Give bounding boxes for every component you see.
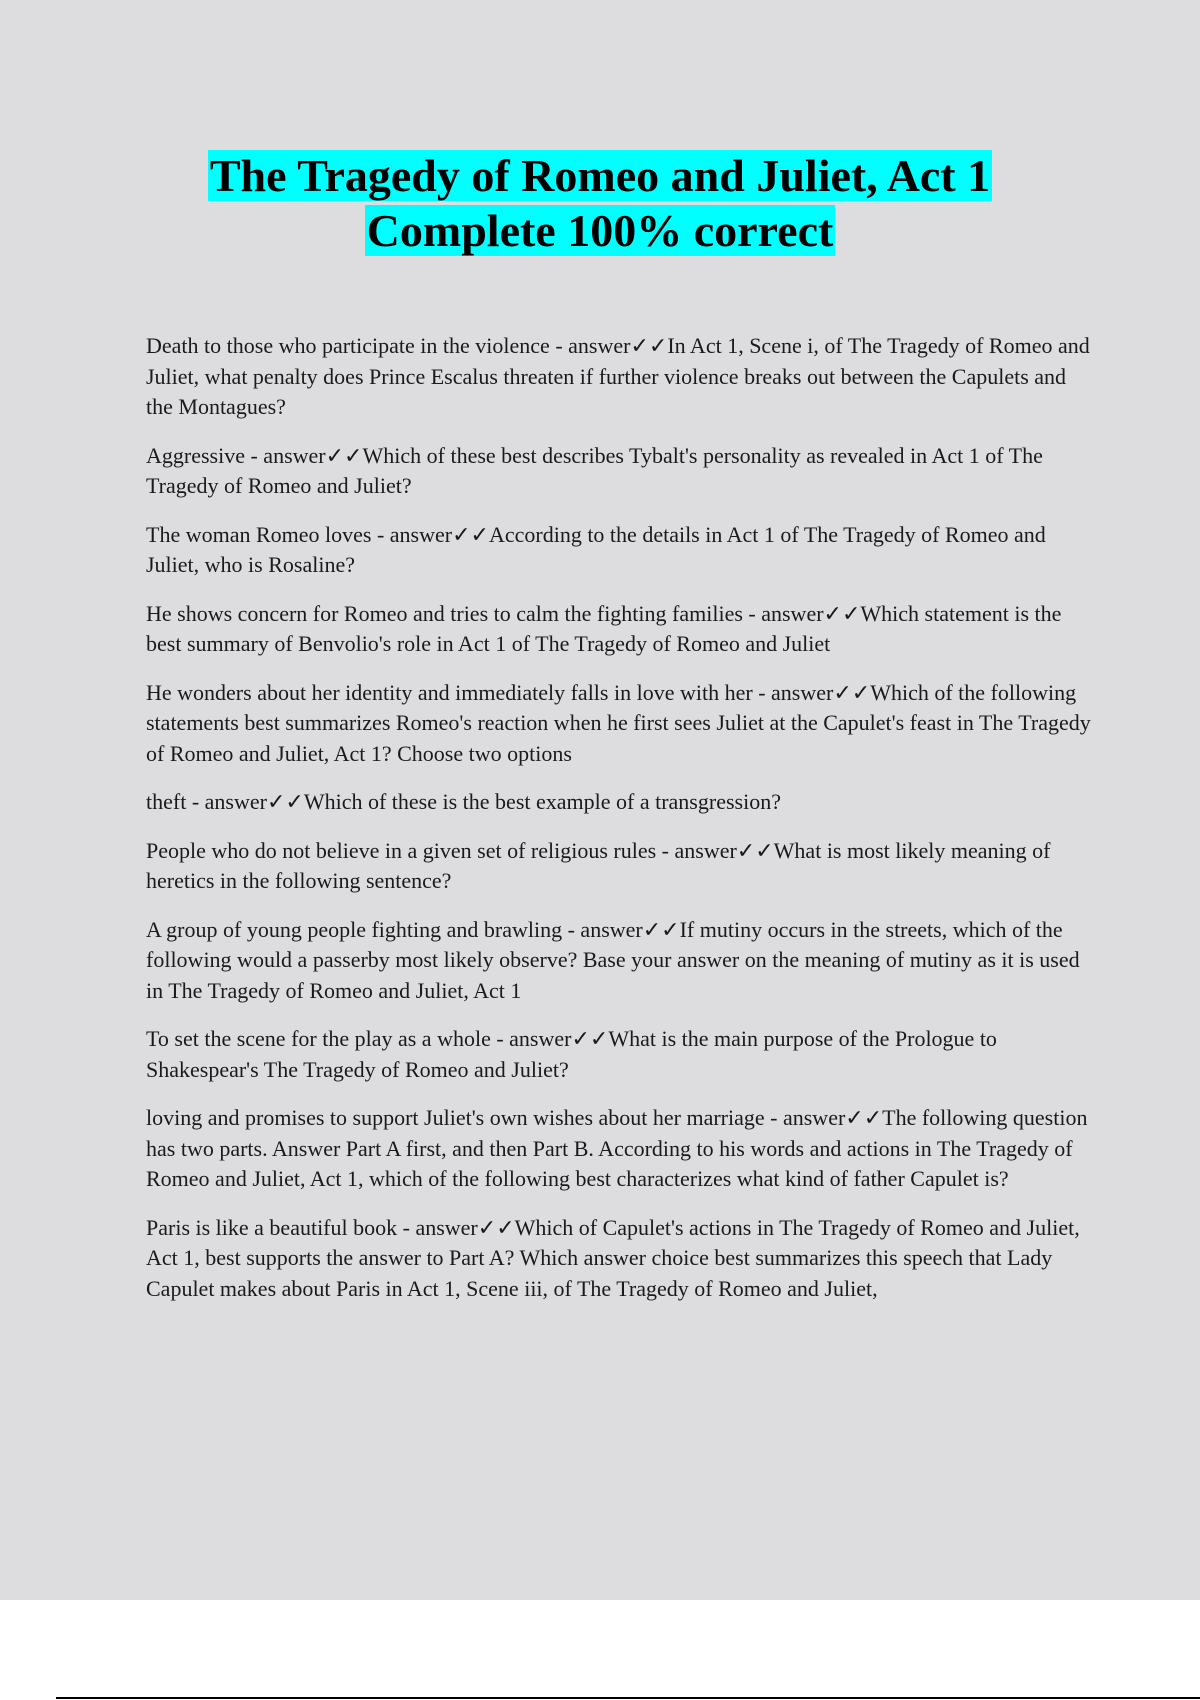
qa-question: What is most likely meaning of heretics in the following sentence? xyxy=(146,837,1051,893)
qa-answer: To set the scene for the play as a whole xyxy=(146,1026,491,1051)
qa-answer: A group of young people fighting and brawling xyxy=(146,916,563,942)
qa-answer: He wonders about her identity and immediately falls in love with her xyxy=(146,679,753,705)
qa-item xyxy=(146,836,1091,897)
qa-question: Which of the following statements best summarizes Romeo's reaction when he first sees Juliet at the Capulet's feast in The Tragedy of Romeo and Juliet, Act 1? Choose two options xyxy=(146,679,1091,766)
qa-question: Which of these best describes Tybalt's personality as revealed in Act 1 of The Tragedy of Romeo and Juliet? xyxy=(146,442,1043,498)
qa-item xyxy=(146,331,1091,423)
answer-separator: - answer✓✓ xyxy=(244,442,363,468)
qa-item xyxy=(146,520,1091,581)
answer-separator: - answer✓✓ xyxy=(186,789,304,814)
answer-separator: - answer✓✓ xyxy=(752,679,871,705)
qa-answer: Aggressive xyxy=(146,442,245,468)
qa-question: If mutiny occurs in the streets, which of the following would a passerby most likely observe? Base your answer on the meaning of mutiny as it is used in The Tragedy of Romeo and Juliet, Act 1 xyxy=(146,916,1080,1003)
qa-question: Which of these is the best example of a transgression? xyxy=(303,789,781,814)
qa-item xyxy=(146,441,1091,502)
qa-question: What is the main purpose of the Prologue to Shakespear's The Tragedy of Romeo and Juliet? xyxy=(146,1026,997,1082)
qa-question: In Act 1, Scene i, of The Tragedy of Romeo and Juliet, what penalty does Prince Escalus threaten if further violence breaks out between the Capulets and the Montagues? xyxy=(146,333,1090,419)
qa-item xyxy=(146,678,1091,770)
qa-answer: theft xyxy=(146,789,187,814)
qa-item xyxy=(146,599,1091,660)
qa-item xyxy=(146,1213,1091,1305)
qa-question: The following question has two parts. Answer Part A first, and then Part B. According to his words and actions in The Tragedy of Romeo and Juliet, Act 1, which of the following best characterizes what kind of father Capulet is? xyxy=(146,1105,1088,1191)
qa-answer: He shows concern for Romeo and tries to calm the fighting families xyxy=(146,600,743,626)
qa-question: Which of Capulet's actions in The Tragedy of Romeo and Juliet, Act 1, best supports the answer to Part A? Which answer choice best summarizes this speech that Lady Capulet makes about Paris in Act 1, Scene iii, of The Tragedy of Romeo and Juliet, xyxy=(146,1214,1080,1301)
qa-answer: People who do not believe in a given set of religious rules xyxy=(146,837,657,863)
qa-answer: Paris is like a beautiful book xyxy=(146,1214,398,1240)
qa-answer: The woman Romeo loves xyxy=(146,521,372,547)
answer-separator: - answer✓✓ xyxy=(562,916,680,942)
qa-item xyxy=(146,1024,1091,1085)
qa-item xyxy=(146,915,1091,1007)
answer-separator: - answer✓✓ xyxy=(397,1214,515,1240)
qa-answer: loving and promises to support Juliet's own wishes about her marriage xyxy=(146,1105,765,1130)
qa-question: Which statement is the best summary of Benvolio's role in Act 1 of The Tragedy of Romeo and Juliet xyxy=(146,600,1062,656)
qa-answer: Death to those who participate in the violence xyxy=(146,333,550,358)
page-divider xyxy=(56,1697,1200,1699)
answer-separator: - answer✓✓ xyxy=(742,600,861,626)
qa-question: According to the details in Act 1 of The Tragedy of Romeo and Juliet, who is Rosaline? xyxy=(146,521,1046,577)
title-line-2: Complete 100% correct xyxy=(366,205,834,256)
qa-item xyxy=(146,1103,1091,1195)
answer-separator: - answer✓✓ xyxy=(371,521,489,547)
document-title xyxy=(0,148,1200,258)
qa-list xyxy=(146,331,1091,1322)
answer-separator: - answer✓✓ xyxy=(764,1105,883,1130)
answer-separator: - answer✓✓ xyxy=(656,837,774,863)
answer-separator: - answer✓✓ xyxy=(490,1026,609,1051)
qa-item xyxy=(146,787,1091,818)
title-line-1: The Tragedy of Romeo and Juliet, Act 1 xyxy=(209,150,991,201)
answer-separator: - answer✓✓ xyxy=(549,333,668,358)
